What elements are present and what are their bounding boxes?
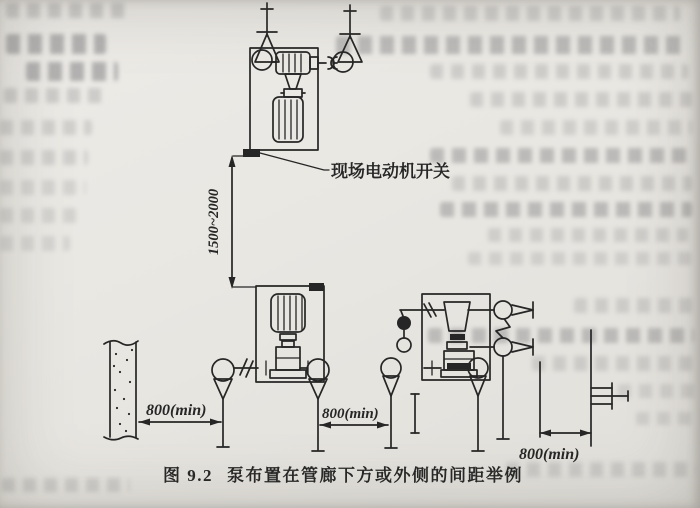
pipe-stand-right: [307, 359, 329, 451]
figure-caption: [163, 465, 523, 485]
pipe-stand-left: [212, 359, 234, 447]
motor-switch-label: 现场电动机开关: [331, 162, 450, 181]
dimension-middle-spacing: [320, 406, 388, 429]
concrete-column: [104, 341, 138, 440]
pump-plan-right: [397, 294, 494, 380]
right-dimension-text: 800(min): [519, 446, 580, 463]
grade-mark: [411, 394, 419, 433]
pump-elevation-center: [234, 286, 324, 382]
pipe-stand-right-2: [468, 358, 488, 451]
dimension-left-spacing: [139, 402, 221, 426]
dimension-vertical-clearance: [206, 155, 256, 289]
figure-number: 图 9.2: [163, 466, 213, 485]
pipe-rack-hanger-left: [252, 3, 279, 70]
dimension-right-spacing: [519, 330, 591, 463]
figure-title: 泵布置在管廊下方或外侧的间距举例: [227, 466, 523, 485]
pipe-break-icon: [496, 320, 510, 338]
valve-symbol: [397, 338, 411, 352]
vertical-dimension-text: 1500~2000: [206, 188, 222, 256]
flanged-nozzle: [591, 383, 628, 409]
valve-symbol: [397, 316, 411, 330]
middle-dimension-text: 800(min): [322, 406, 379, 422]
motor-switch-symbol: [309, 283, 324, 291]
pipe-stand-left-2: [381, 358, 401, 448]
pump-plan-top: [250, 48, 337, 150]
leader-line: [260, 153, 329, 170]
left-dimension-text: 800(min): [146, 402, 207, 419]
pipe-rack-hanger-right: [333, 5, 362, 72]
pipe-hangers-far-right: [494, 301, 533, 439]
